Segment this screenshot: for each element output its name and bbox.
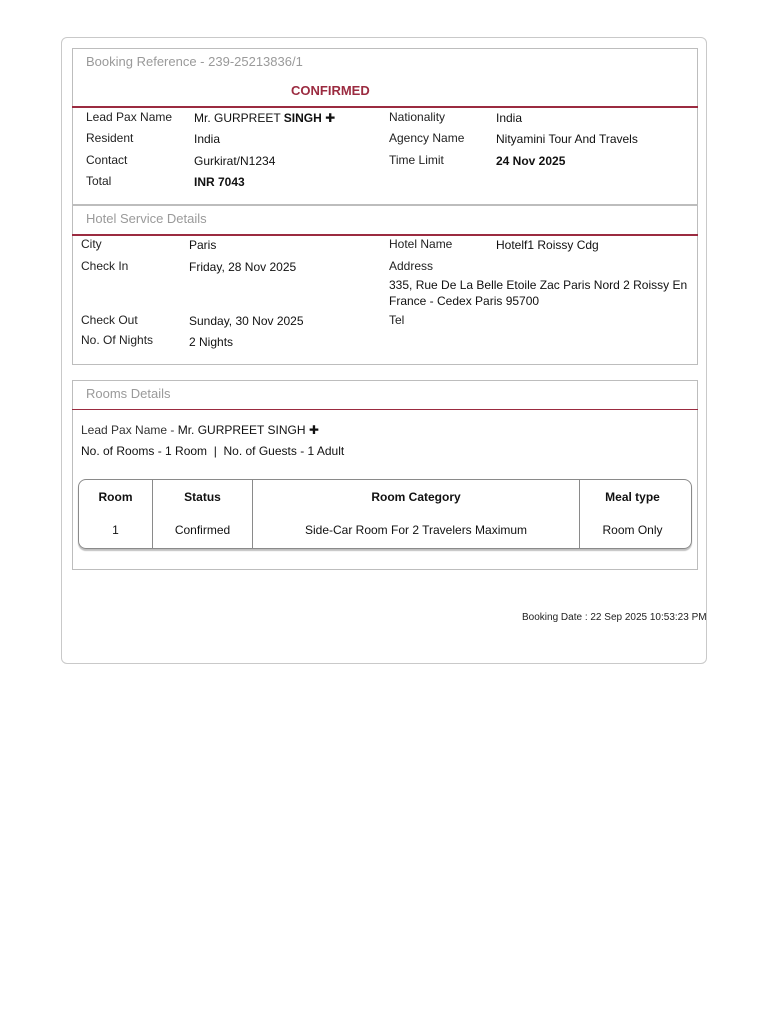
time-limit-label: Time Limit	[389, 153, 444, 167]
total-label: Total	[86, 174, 112, 188]
rooms-lead-label: Lead Pax Name -	[81, 423, 178, 437]
checkin-label: Check In	[81, 259, 129, 273]
lead-pax-label: Lead Pax Name	[86, 110, 173, 124]
agency-value: Nityamini Tour And Travels	[496, 132, 638, 146]
accent-divider	[72, 409, 698, 410]
plus-icon: ✚	[308, 423, 319, 437]
booking-date: Booking Date : 22 Sep 2025 10:53:23 PM	[522, 612, 707, 623]
nationality-value: India	[496, 111, 523, 125]
rooms-section-title: Rooms Details	[86, 386, 171, 401]
checkin-value: Friday, 28 Nov 2025	[189, 260, 297, 274]
header-room: Room	[98, 490, 133, 504]
cell-status: Confirmed	[174, 523, 231, 537]
city-label: City	[81, 237, 102, 251]
city-value: Paris	[189, 238, 217, 252]
hotel-name-label: Hotel Name	[389, 237, 453, 251]
accent-divider	[72, 106, 698, 108]
total-value: INR 7043	[194, 175, 245, 189]
cell-room: 1	[112, 523, 119, 537]
address-label: Address	[389, 259, 434, 273]
lead-pax-name	[194, 111, 335, 125]
cell-room-category: Side-Car Room For 2 Travelers Maximum	[304, 523, 528, 537]
time-limit-value: 24 Nov 2025	[496, 154, 566, 168]
hotel-name-value: Hotelf1 Roissy Cdg	[496, 238, 599, 252]
tel-label: Tel	[389, 313, 405, 327]
lead-pax-prefix: Mr. GURPREET	[194, 111, 284, 125]
hotel-section-title: Hotel Service Details	[86, 211, 207, 226]
header-status: Status	[184, 490, 221, 504]
nights-label: No. Of Nights	[81, 333, 154, 347]
cell-meal-type: Room Only	[602, 523, 663, 537]
header-room-category: Room Category	[371, 490, 461, 504]
contact-value: Gurkirat/N1234	[194, 154, 276, 168]
booking-status: CONFIRMED	[291, 83, 370, 98]
booking-reference: Booking Reference - 239-25213836/1	[86, 54, 303, 69]
rooms-lead-name: Mr. GURPREET SINGH	[177, 423, 306, 437]
nights-value: 2 Nights	[189, 335, 234, 349]
contact-label: Contact	[86, 153, 128, 167]
resident-label: Resident	[86, 131, 134, 145]
address-line2: France - Cedex Paris 95700	[389, 294, 540, 308]
rooms-lead-pax	[81, 423, 319, 437]
booking-box	[72, 48, 698, 205]
rooms-summary: No. of Rooms - 1 Room | No. of Guests - 1 Adult	[81, 444, 345, 458]
checkout-value: Sunday, 30 Nov 2025	[189, 314, 304, 328]
nationality-label: Nationality	[389, 110, 446, 124]
address-line1: 335, Rue De La Belle Etoile Zac Paris Nord 2 Roissy En	[389, 278, 688, 292]
resident-value: India	[194, 132, 221, 146]
plus-icon: ✚	[325, 111, 336, 125]
rooms-table	[78, 479, 692, 549]
agency-label: Agency Name	[389, 131, 465, 145]
header-meal-type: Meal type	[605, 490, 660, 504]
accent-divider	[72, 234, 698, 236]
checkout-label: Check Out	[81, 313, 138, 327]
lead-pax-surname: SINGH	[283, 111, 322, 125]
